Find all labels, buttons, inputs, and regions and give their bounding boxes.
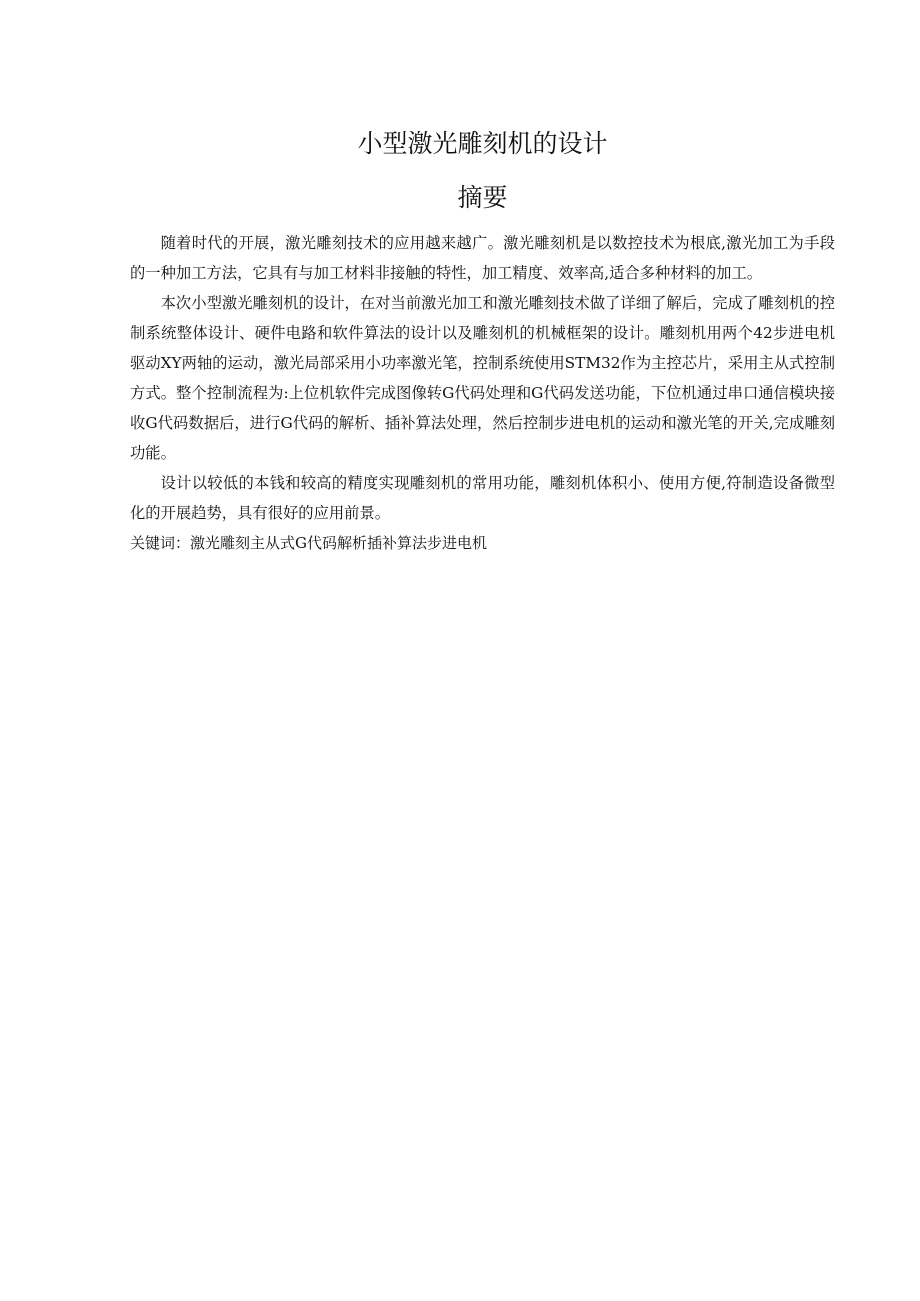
abstract-paragraph-3: 设计以较低的本钱和较高的精度实现雕刻机的常用功能，雕刻机体积小、使用方便,符制造设备微型化的开展趋势，具有很好的应用前景。: [130, 474, 835, 522]
keywords-line: 关键词：激光雕刻主从式G代码解析插补算法步进电机: [130, 534, 487, 552]
abstract-paragraph-2: 本次小型激光雕刻机的设计，在对当前激光加工和激光雕刻技术做了详细了解后，完成了雕刻机的控制系统整体设计、硬件电路和软件算法的设计以及雕刻机的机械框架的设计。雕刻机用两个42步进电机驱动XY两轴的运动，激光局部采用小功率激光笔，控制系统使用STM32作为主控芯片，采用主从式控制方式。整个控制流程为:上位机软件完成图像转G代码处理和G代码发送功能，下位机通过串口通信模块接收G代码数据后，进行G代码的解析、插补算法处理，然后控制步进电机的运动和激光笔的开关,完成雕刻功能。: [130, 294, 835, 462]
document-title: 小型激光雕刻机的设计: [357, 129, 608, 158]
document-content: [130, 120, 835, 558]
abstract-paragraph-1: 随着时代的开展，激光雕刻技术的应用越来越广。激光雕刻机是以数控技术为根底,激光加工为手段的一种加工方法，它具有与加工材料非接触的特性，加工精度、效率高,适合多种材料的加工。: [130, 234, 835, 282]
abstract-heading: 摘要: [457, 183, 508, 212]
